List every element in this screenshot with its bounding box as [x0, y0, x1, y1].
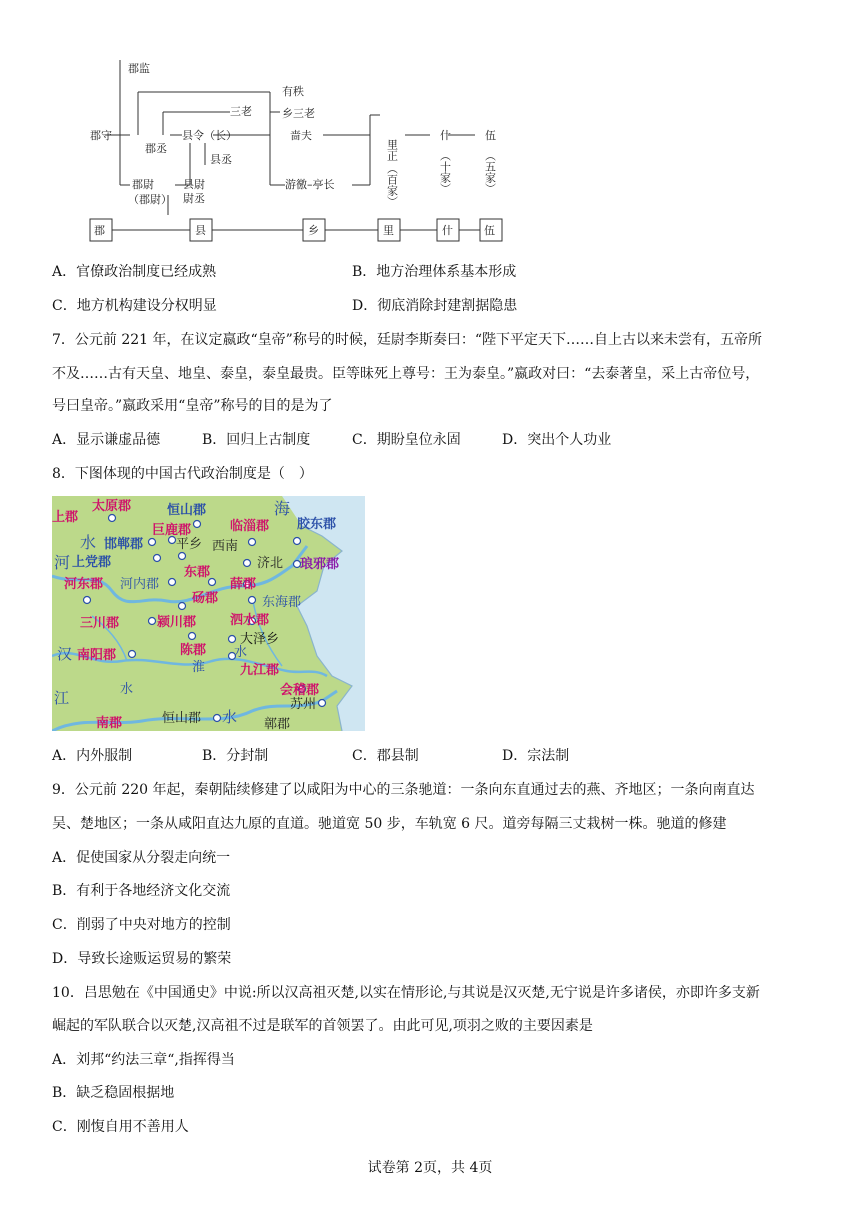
q8-option-d: D．宗法制: [502, 748, 570, 764]
node-xianwei: 县尉: [183, 178, 205, 191]
node-junwei: 郡尉: [132, 178, 154, 191]
q7-stem-line-3: 号曰皇帝。”嬴政采用“皇帝”称号的目的是为了: [52, 398, 333, 414]
label-taiyuan: 太原郡: [92, 499, 132, 514]
label-yingchuan: 颍川郡: [157, 615, 197, 630]
node-wu: 伍: [485, 129, 496, 142]
label-shangdang: 上党郡: [72, 555, 112, 570]
q7-option-d: D．突出个人功业: [502, 432, 612, 448]
label-huai: 淮: [192, 660, 206, 675]
q9-option-b: B．有利于各地经济文化交流: [52, 883, 231, 899]
label-donghai: 东海郡: [262, 595, 302, 610]
label-pingxiang: 平乡: [176, 537, 203, 552]
node-shi: 什: [440, 129, 451, 142]
label-chen: 陈郡: [180, 643, 207, 658]
node-youzhi: 有秩: [282, 85, 304, 98]
label-linzi: 临淄郡: [230, 519, 270, 534]
label-jiujiang: 九江郡: [240, 663, 280, 678]
label-hengshan-2: 恒山郡: [162, 711, 202, 726]
label-hengshan: 恒山郡: [167, 503, 207, 518]
label-suzhou: 苏州: [290, 697, 317, 712]
label-langya: 琅邪郡: [300, 557, 340, 572]
q9-option-a: A．促使国家从分裂走向统一: [52, 850, 231, 866]
node-junwei-paren: （郡尉）: [128, 193, 172, 206]
label-sishui: 泗水郡: [230, 613, 270, 628]
label-jibei: 济北: [257, 556, 284, 571]
label-henei: 河内郡: [120, 577, 160, 592]
label-kuaiji: 会稽郡: [280, 683, 320, 698]
node-sefu: 啬夫: [290, 129, 312, 142]
q6-option-c: C．地方机构建设分权明显: [52, 298, 217, 314]
label-shui2: 水: [234, 645, 248, 660]
label-xue: 薛郡: [230, 577, 257, 592]
node-lizheng-note: （百家）: [385, 163, 399, 207]
q7-stem-line-2: 不及……古有天皇、地皇、泰皇，泰皇最贵。臣等昧死上尊号：王为泰皇。”嬴政对曰：“去泰著皇，采上古帝位号，: [52, 366, 760, 382]
q7-stem-line-1: 7．公元前 221 年，在议定嬴政“皇帝”称号的时候，廷尉李斯奏曰：“陛下平定天下……自上古以来未尝有，五帝所: [52, 332, 762, 348]
node-junjian: 郡监: [128, 62, 150, 75]
label-dazexiang: 大泽乡: [240, 632, 280, 647]
node-weicheng: 尉丞: [183, 192, 205, 205]
q7-option-a: A．显示谦虚品德: [52, 432, 161, 448]
label-sea: 海: [274, 499, 291, 518]
node-lizheng: 里正: [385, 139, 399, 161]
label-sanchuan: 三川郡: [80, 616, 120, 631]
label-handan: 邯郸郡: [104, 537, 144, 552]
q10-option-c: C．刚愎自用不善用人: [52, 1119, 189, 1135]
label-jiaodong: 胶东郡: [297, 517, 337, 532]
q10-stem-line-1: 10．吕思勉在《中国通史》中说:所以汉高祖灭楚,以实在情形论,与其说是汉灭楚,无宁说是许多诸侯，亦即许多支新: [52, 985, 760, 1001]
label-dongjun: 东郡: [184, 565, 211, 580]
q9-stem-line-2: 吴、楚地区；一条从咸阳直达九原的直道。驰道宽 50 步，车轨宽 6 尺。道旁每隔三丈栽树一株。驰道的修建: [52, 816, 727, 832]
node-xianling: 县令（长）: [182, 129, 237, 142]
label-xinan: 西南: [212, 539, 239, 554]
q6-option-d: D．彻底消除封建割据隐患: [352, 298, 518, 314]
label-nanyang: 南阳郡: [77, 648, 117, 663]
q9-option-d: D．导致长途贩运贸易的繁荣: [52, 951, 232, 967]
q7-option-c: C．期盼皇位永固: [352, 432, 461, 448]
li-shi-wu-group: [386, 128, 497, 207]
node-sanlao: 三老: [230, 105, 252, 118]
q10-option-b: B．缺乏稳固根据地: [52, 1085, 175, 1101]
qin-commanderies-map: [52, 496, 365, 731]
administrative-hierarchy-diagram: [70, 55, 520, 245]
label-julu: 巨鹿郡: [152, 523, 192, 538]
q6-option-b: B．地方治理体系基本形成: [352, 264, 517, 280]
label-shui4: 水: [222, 708, 238, 726]
q10-stem-line-2: 崛起的军队联合以灭楚,汉高祖不过是联军的首领罢了。由此可见,项羽之败的主要因素是: [52, 1018, 593, 1034]
label-shangjun: 上郡: [52, 510, 79, 525]
box-jun: 郡: [94, 224, 105, 237]
box-li: 里: [383, 224, 394, 237]
node-youjiao: 游徼–亭长: [285, 178, 335, 191]
q10-option-a: A．刘邦“约法三章“,指挥得当: [52, 1052, 235, 1068]
label-dang: 砀郡: [192, 591, 219, 606]
node-juncheng: 郡丞: [145, 142, 167, 155]
q9-stem-line-1: 9．公元前 220 年起，秦朝陆续修建了以咸阳为中心的三条驰道：一条向东直通过去的燕、齐地区；一条向南直达: [52, 782, 755, 798]
label-shui3: 水: [120, 682, 134, 697]
box-xiang: 乡: [308, 224, 319, 237]
label-shui: 水: [80, 533, 97, 552]
q9-option-c: C．削弱了中央对地方的控制: [52, 917, 231, 933]
box-shi: 什: [442, 224, 453, 237]
node-wu-note: （五家）: [483, 150, 497, 194]
node-junshou: 郡守: [90, 129, 112, 142]
label-zhang: 鄣郡: [264, 717, 291, 731]
label-han: 汉: [57, 645, 73, 663]
q8-stem: 8．下图体现的中国古代政治制度是（ ）: [52, 466, 313, 482]
page-footer: 试卷第 2页，共 4页: [367, 1160, 493, 1176]
node-xiangsanlao: 乡三老: [282, 107, 315, 120]
q8-option-a: A．内外服制: [52, 748, 133, 764]
node-xiancheng: 县丞: [210, 153, 232, 166]
q8-option-c: C．郡县制: [352, 748, 419, 764]
box-xian: 县: [195, 224, 206, 237]
label-hedong: 河东郡: [64, 577, 104, 592]
node-shi-note: （十家）: [438, 150, 452, 194]
q6-option-a: A．官僚政治制度已经成熟: [52, 264, 217, 280]
box-wu: 伍: [484, 224, 495, 237]
label-jiang: 江: [54, 689, 70, 707]
label-he: 河: [54, 553, 71, 572]
label-nanjun: 南郡: [96, 716, 123, 731]
q8-option-b: B．分封制: [202, 748, 269, 764]
q7-option-b: B．回归上古制度: [202, 432, 311, 448]
